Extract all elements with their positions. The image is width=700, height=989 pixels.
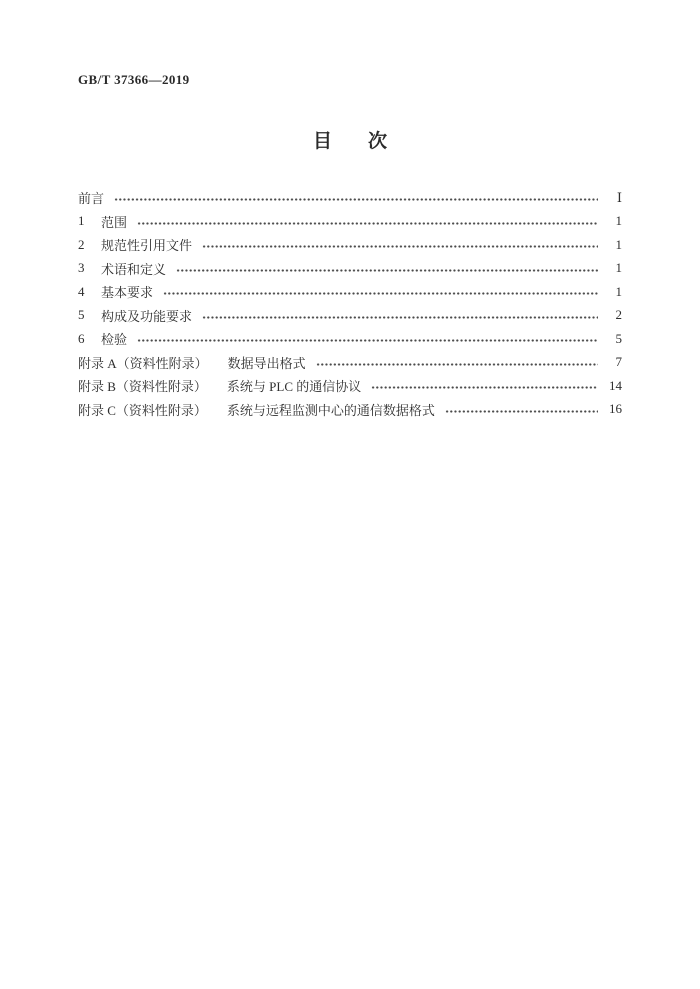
toc-entry-prefix: 附录 C（资料性附录） bbox=[78, 402, 207, 418]
toc-entry-page: 1 bbox=[615, 260, 622, 276]
toc-entry-title: 基本要求 bbox=[101, 285, 154, 301]
toc-entry-prefix: 4 bbox=[78, 283, 85, 299]
toc-entry-title: 前言 bbox=[78, 191, 105, 207]
toc-entry bbox=[78, 233, 622, 257]
toc-entry-title: 范围 bbox=[101, 214, 128, 230]
toc-entry-title: 规范性引用文件 bbox=[101, 238, 193, 254]
toc-entry-title: 系统与远程监测中心的通信数据格式 bbox=[226, 402, 435, 418]
toc-entry-prefix: 附录 A（资料性附录） bbox=[78, 355, 208, 371]
toc-entry-page: 1 bbox=[615, 283, 622, 299]
toc-entry-prefix: 3 bbox=[78, 260, 85, 276]
toc-entry bbox=[78, 280, 622, 304]
toc-entry-prefix: 5 bbox=[78, 307, 85, 323]
toc-entry-page: 5 bbox=[615, 330, 622, 346]
dot-leader bbox=[137, 338, 598, 343]
toc-entry-page: 1 bbox=[615, 213, 622, 229]
toc-entry bbox=[78, 210, 622, 234]
dot-leader bbox=[163, 291, 598, 296]
dot-leader bbox=[371, 385, 598, 390]
dot-leader bbox=[114, 197, 598, 202]
toc-entry-page: 14 bbox=[609, 377, 622, 393]
toc-entry bbox=[78, 398, 622, 422]
toc-list bbox=[78, 186, 622, 421]
page-title-char-1: 目 bbox=[312, 131, 332, 152]
page-title bbox=[0, 131, 700, 153]
toc-entry-page: Ⅰ bbox=[616, 189, 622, 205]
toc-entry-title: 数据导出格式 bbox=[227, 355, 306, 371]
toc-entry-prefix: 附录 B（资料性附录） bbox=[78, 379, 207, 395]
dot-leader bbox=[202, 244, 598, 249]
toc-entry-prefix: 1 bbox=[78, 213, 85, 229]
toc-entry bbox=[78, 186, 622, 210]
toc-entry-title: 术语和定义 bbox=[101, 261, 167, 277]
toc-entry bbox=[78, 374, 622, 398]
toc-entry bbox=[78, 304, 622, 328]
toc-entry-page: 2 bbox=[615, 307, 622, 323]
toc-entry-page: 7 bbox=[615, 354, 622, 370]
toc-entry-title: 系统与 PLC 的通信协议 bbox=[226, 379, 362, 395]
toc-entry bbox=[78, 257, 622, 281]
toc-entry-title: 构成及功能要求 bbox=[101, 308, 193, 324]
toc-entry-title: 检验 bbox=[101, 332, 128, 348]
toc-entry bbox=[78, 327, 622, 351]
standard-number: GB/T 37366—2019 bbox=[78, 72, 190, 87]
toc-entry-prefix: 2 bbox=[78, 236, 85, 252]
toc-entry-page: 16 bbox=[609, 401, 622, 417]
toc-entry-prefix: 6 bbox=[78, 330, 85, 346]
dot-leader bbox=[202, 315, 598, 320]
dot-leader bbox=[316, 362, 598, 367]
toc-entry-page: 1 bbox=[615, 236, 622, 252]
page-title-char-2: 次 bbox=[368, 131, 388, 152]
dot-leader bbox=[137, 221, 598, 226]
dot-leader bbox=[176, 268, 598, 273]
dot-leader bbox=[445, 409, 598, 414]
toc-entry bbox=[78, 351, 622, 375]
